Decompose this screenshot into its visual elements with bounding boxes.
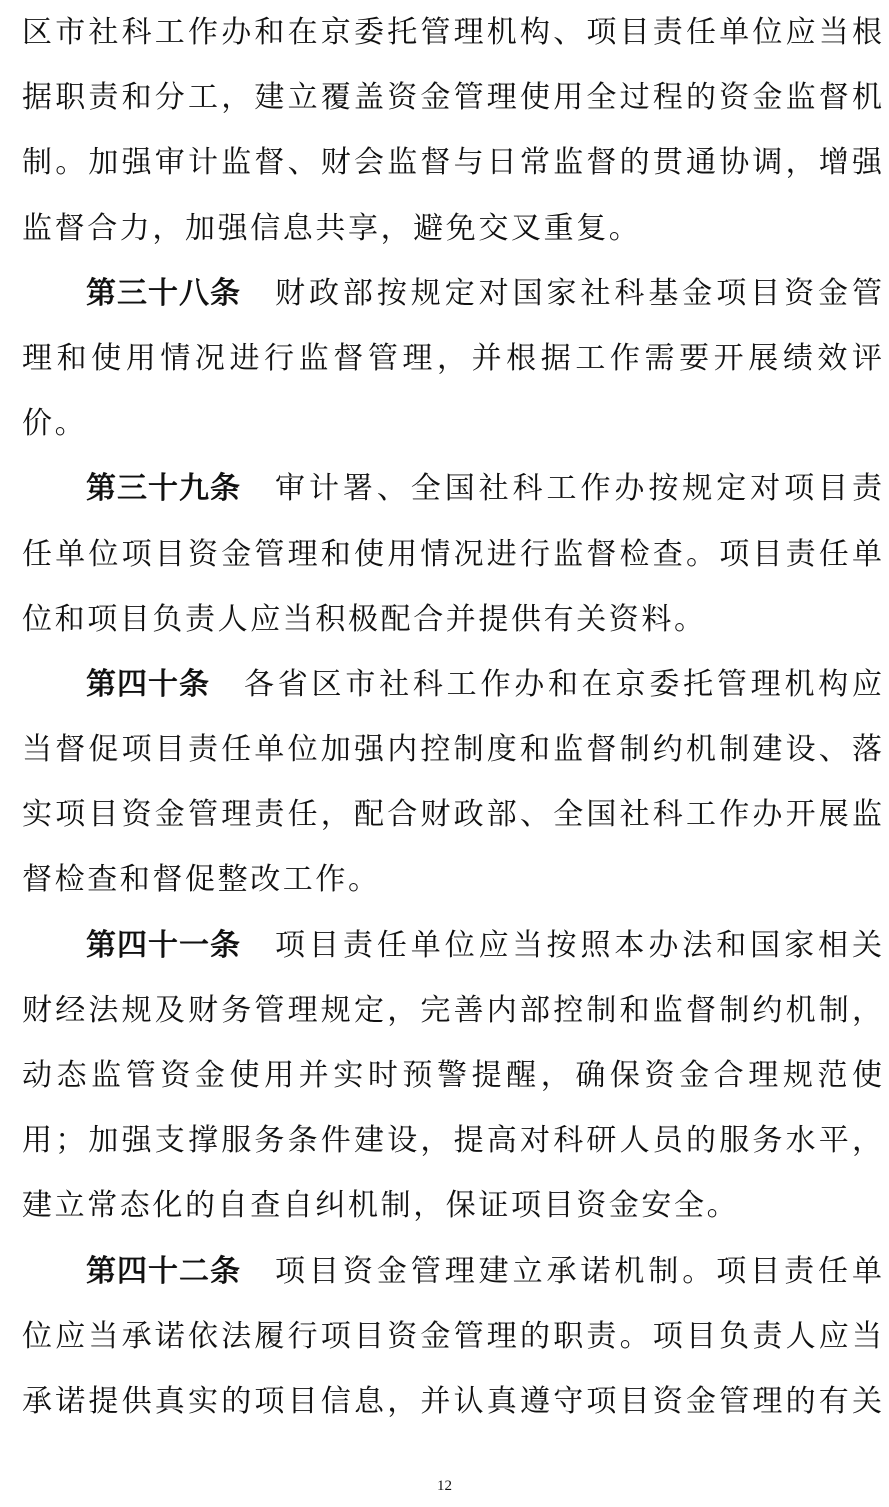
text-line: 任单位项目资金管理和使用情况进行监督检查。项目责任单 bbox=[22, 536, 882, 572]
article-heading: 第三十九条 bbox=[86, 471, 241, 507]
article-heading: 第三十八条 bbox=[86, 275, 241, 311]
text-line: 区市社科工作办和在京委托管理机构、项目责任单位应当根 bbox=[22, 15, 882, 50]
text-line: 实项目资金管理责任，配合财政部、全国社科工作办开展监 bbox=[22, 797, 882, 833]
article-42-line: 第四十二条 项目资金管理建立承诺机制。项目责任单 bbox=[22, 1239, 882, 1304]
text-line: 承诺提供真实的项目信息，并认真遵守项目资金管理的有关 bbox=[22, 1383, 882, 1419]
article-41-line: 第四十一条 项目责任单位应当按照本办法和国家相关 bbox=[22, 913, 882, 978]
text-line: 监督合力，加强信息共享，避免交叉重复。 bbox=[22, 210, 642, 246]
text-line: 理和使用情况进行监督管理，并根据工作需要开展绩效评 bbox=[22, 340, 882, 376]
text-line: 价。 bbox=[22, 406, 88, 442]
text-line: 制。加强审计监督、财会监督与日常监督的贯通协调，增强 bbox=[22, 145, 882, 181]
article-39-line: 第三十九条 审计署、全国社科工作办按规定对项目责 bbox=[22, 456, 882, 521]
document-body bbox=[22, 0, 882, 1434]
text-line: 据职责和分工，建立覆盖资金管理使用全过程的资金监督机 bbox=[22, 80, 882, 116]
article-heading: 第四十二条 bbox=[86, 1253, 241, 1289]
article-heading: 第四十一条 bbox=[86, 927, 241, 963]
article-38-line: 第三十八条 财政部按规定对国家社科基金项目资金管 bbox=[22, 261, 882, 326]
text-line: 建立常态化的自查自纠机制，保证项目资金安全。 bbox=[22, 1188, 740, 1224]
article-40-line: 第四十条 各省区市社科工作办和在京委托管理机构应 bbox=[22, 652, 882, 717]
text-line: 财经法规及财务管理规定，完善内部控制和监督制约机制， bbox=[22, 992, 882, 1028]
text-line: 督检查和督促整改工作。 bbox=[22, 862, 381, 898]
article-heading: 第四十条 bbox=[86, 666, 210, 702]
page-number: 12 bbox=[437, 1478, 452, 1494]
text-line: 动态监管资金使用并实时预警提醒，确保资金合理规范使 bbox=[22, 1058, 882, 1093]
text-line: 位应当承诺依法履行项目资金管理的职责。项目负责人应当 bbox=[22, 1318, 882, 1354]
text-line: 位和项目负责人应当积极配合并提供有关资料。 bbox=[22, 601, 707, 637]
text-line: 用；加强支撑服务条件建设，提高对科研人员的服务水平， bbox=[22, 1123, 882, 1159]
text-line: 当督促项目责任单位加强内控制度和监督制约机制建设、落 bbox=[22, 732, 882, 768]
